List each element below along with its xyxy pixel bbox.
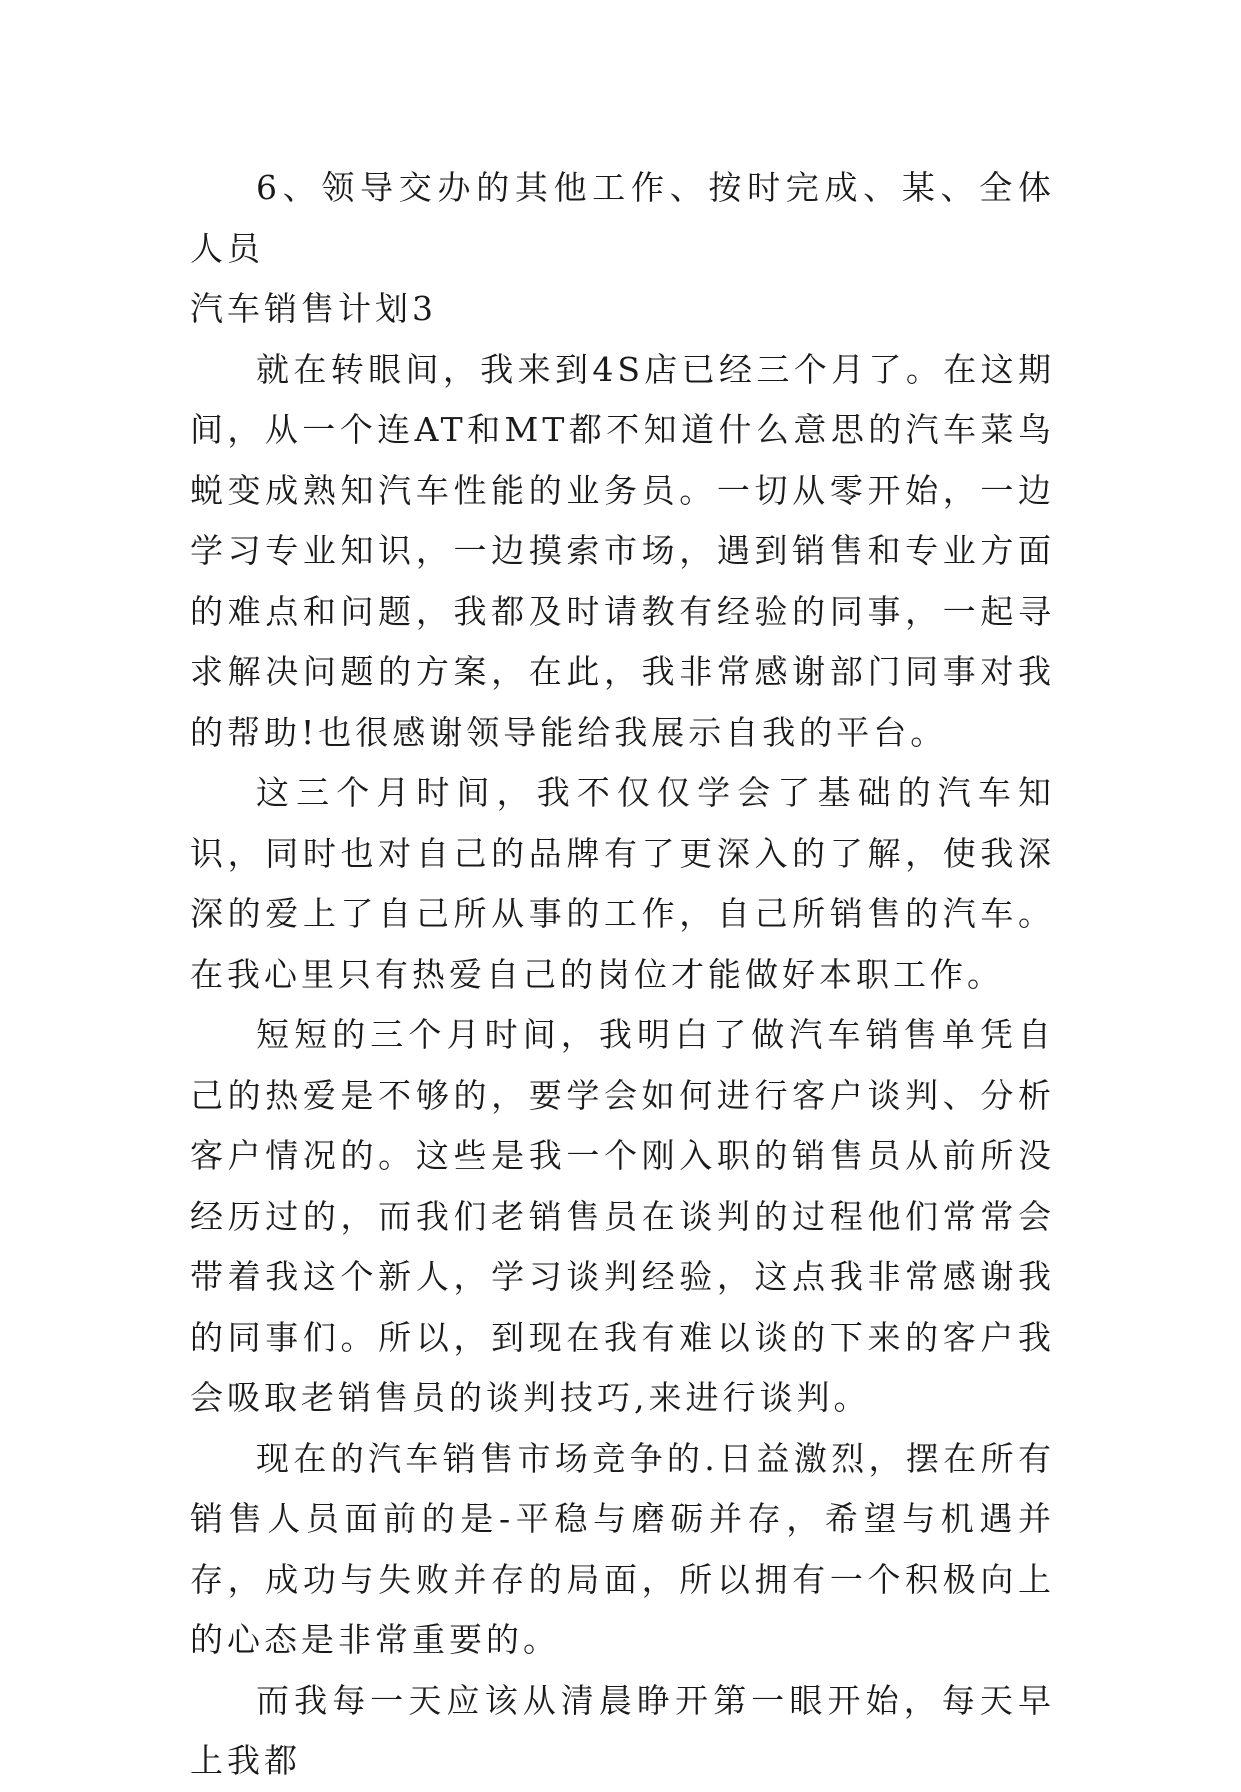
document-body	[190, 158, 1055, 1792]
paragraph-2: 这三个月时间，我不仅仅学会了基础的汽车知识，同时也对自己的品牌有了更深入的了解，使我深深的爱上了自己所从事的工作，自己所销售的汽车。在我心里只有热爱自己的岗位才能做好本职工作。	[190, 773, 1055, 994]
paragraph-task-item-6: 6、领导交办的其他工作、按时完成、某、全体人员	[190, 168, 1055, 268]
section-heading: 汽车销售计划3	[190, 289, 437, 328]
paragraph-1: 就在转眼间，我来到4S店已经三个月了。在这期间，从一个连AT和MT都不知道什么意思的汽车菜鸟蜕变成熟知汽车性能的业务员。一切从零开始，一边学习专业知识，一边摸索市场，遇到销售和专业方面的难点和问题，我都及时请教有经验的同事，一起寻求解决问题的方案，在此，我非常感谢部门同事对我的帮助!也很感谢领导能给我展示自我的平台。	[190, 349, 1055, 752]
paragraph-5: 而我每一天应该从清晨睁开第一眼开始，每天早上我都	[190, 1680, 1055, 1780]
paragraph-4: 现在的汽车销售市场竞争的.日益激烈，摆在所有销售人员面前的是-平稳与磨砺并存，希望与机遇并存，成功与失败并存的局面，所以拥有一个积极向上的心态是非常重要的。	[190, 1438, 1055, 1659]
paragraph-3: 短短的三个月时间，我明白了做汽车销售单凭自己的热爱是不够的，要学会如何进行客户谈判、分析客户情况的。这些是我一个刚入职的销售员从前所没经历过的，而我们老销售员在谈判的过程他们常常会带着我这个新人，学习谈判经验，这点我非常感谢我的同事们。所以，到现在我有难以谈的下来的客户我会吸取老销售员的谈判技巧,来进行谈判。	[190, 1015, 1055, 1417]
